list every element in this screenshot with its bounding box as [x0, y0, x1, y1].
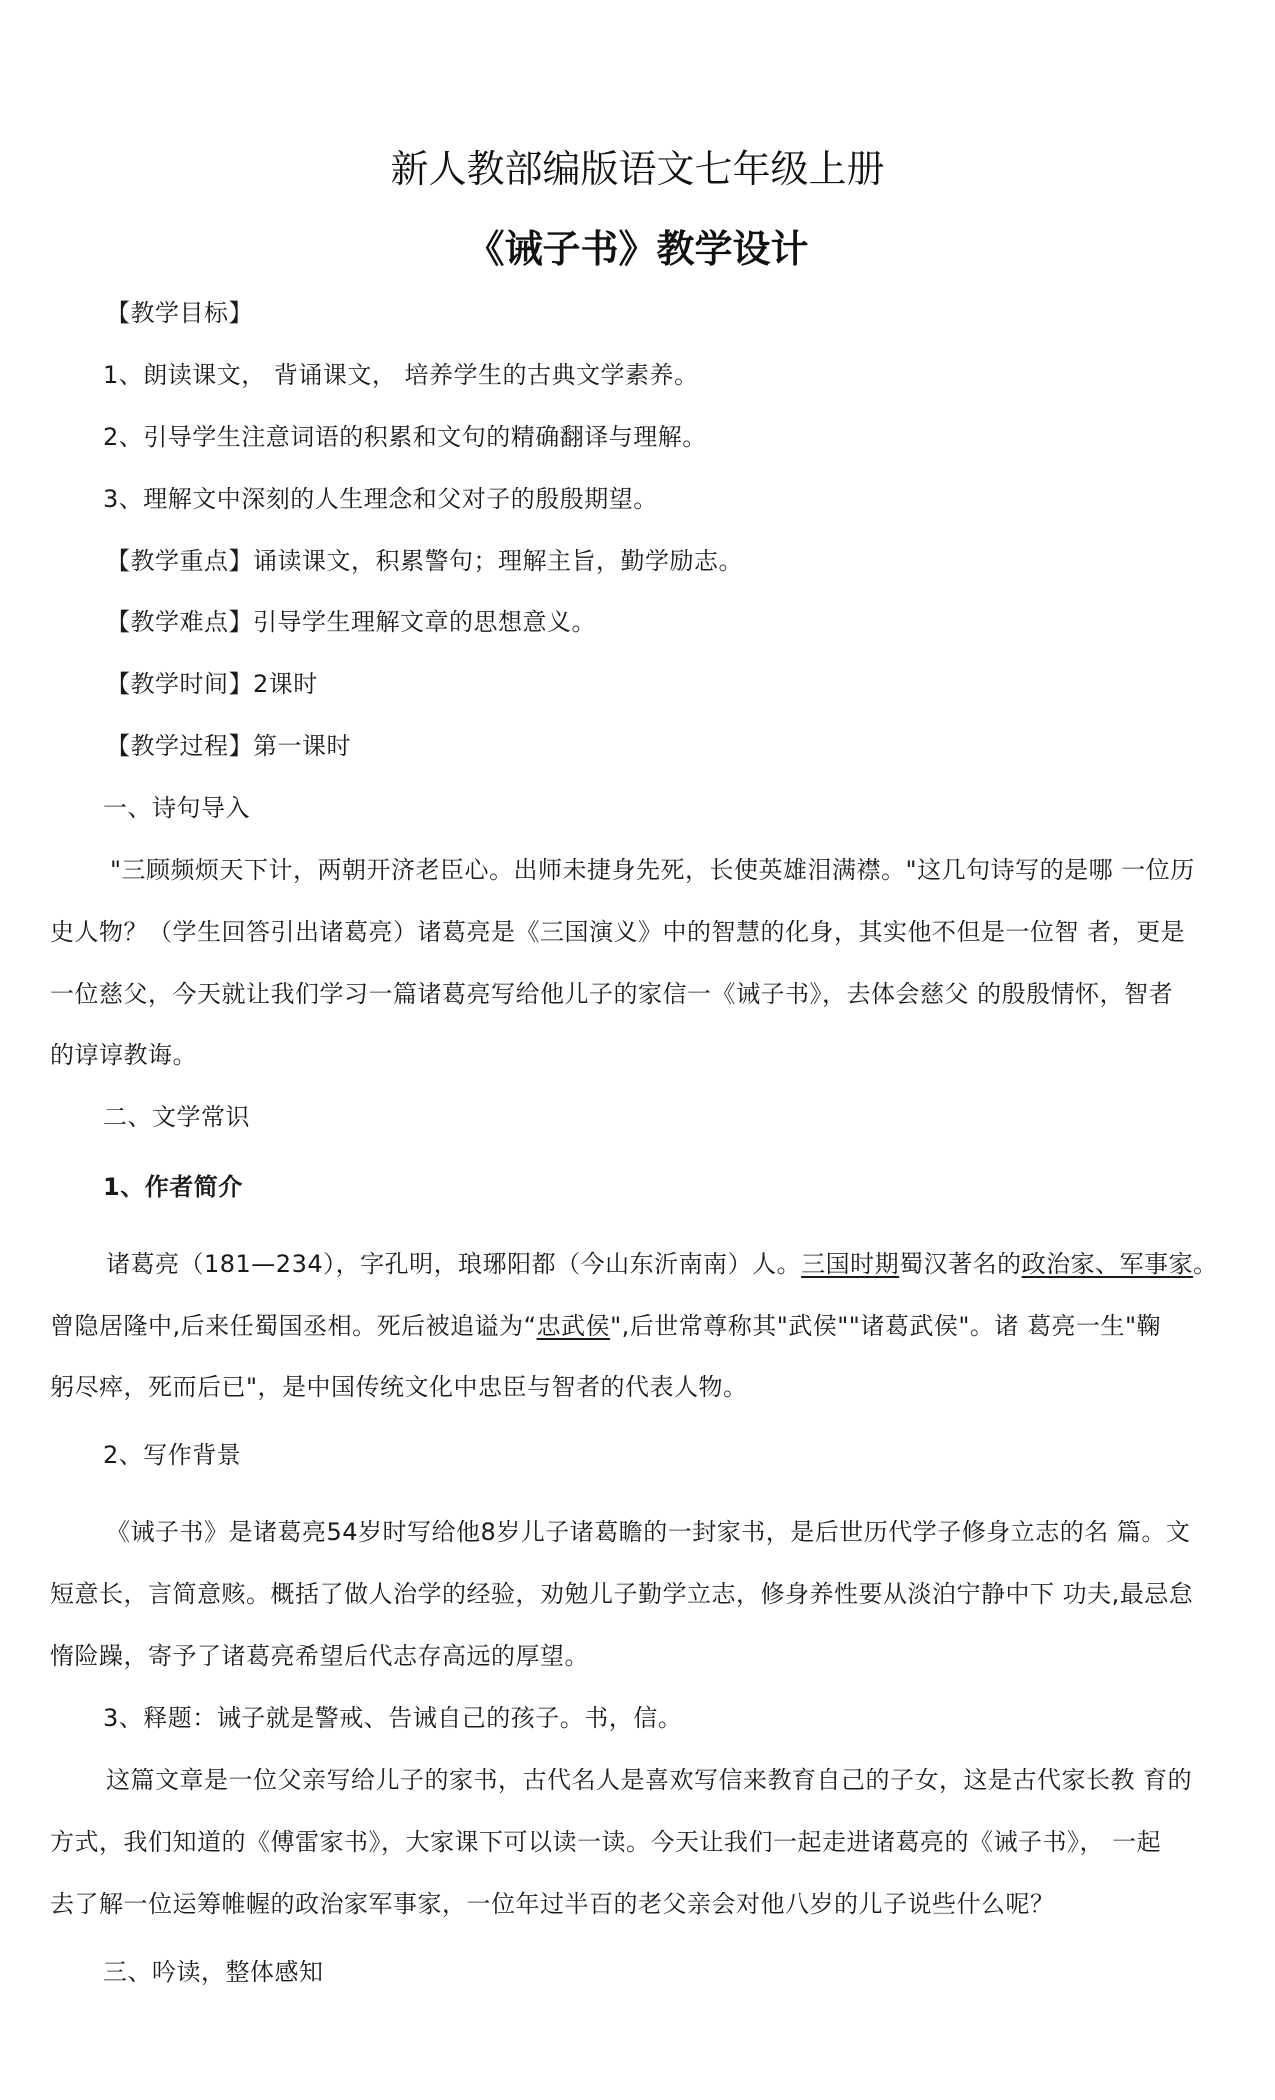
section1-line-4: 的谆谆教诲。	[50, 1041, 197, 1069]
author-line-1-e: 。	[1193, 1250, 1218, 1278]
background-line-1: 《诫子书》是诸葛亮54岁时写给他8岁儿子诸葛瞻的一封家书，是后世历代学子修身立志的名 篇。文	[106, 1518, 1191, 1546]
intro-line-3: 去了解一位运筹帷幄的政治家军事家，一位年过半百的老父亲会对他八岁的儿子说些什么呢？	[50, 1890, 1055, 1918]
section2-heading: 二、文学常识	[103, 1103, 250, 1131]
author-line-1-c: 蜀汉著名的	[899, 1250, 1022, 1278]
author-line-2	[50, 1309, 1161, 1343]
background-heading: 2、写作背景	[103, 1441, 242, 1469]
author-line-1-d: 政治家、军事家	[1021, 1250, 1194, 1278]
teaching-time: 【教学时间】2课时	[106, 670, 318, 698]
objective-item-3: 3、理解文中深刻的人生理念和父对子的殷殷期望。	[103, 485, 658, 513]
key-points: 【教学重点】诵读课文，积累警句；理解主旨，勤学励志。	[106, 547, 743, 575]
section3-heading: 三、吟读，整体感知	[103, 1958, 324, 1986]
intro-line-1: 这篇文章是一位父亲写给儿子的家书，古代名人是喜欢写信来教育自己的子女，这是古代家长教 育的	[106, 1766, 1193, 1794]
background-line-3: 惰险躁，寄予了诸葛亮希望后代志存高远的厚望。	[50, 1642, 589, 1670]
section1-heading: 一、诗句导入	[103, 794, 250, 822]
author-line-1-a: 诸葛亮（181—234），字孔明，琅琊阳都（今山东沂南南）人。	[106, 1250, 802, 1278]
author-line-1	[106, 1247, 1218, 1281]
background-line-2: 短意长，言简意赅。概括了做人治学的经验，劝勉儿子勤学立志，修身养性要从淡泊宁静中下 功夫,最忌怠	[50, 1580, 1194, 1608]
author-line-1-b: 三国时期	[801, 1250, 900, 1278]
author-heading: 1、作者简介	[103, 1173, 243, 1201]
author-line-2-c: ",后世常尊称其"武侯""诸葛武侯"。诸 葛亮一生"鞠	[610, 1312, 1162, 1340]
objectives-heading: 【教学目标】	[106, 299, 253, 327]
section1-line-3: 一位慈父，今天就让我们学习一篇诸葛亮写给他儿子的家信一《诫子书》，去体会慈父 的殷殷情怀，智者	[50, 980, 1174, 1008]
objective-item-2: 2、引导学生注意词语的积累和文句的精确翻译与理解。	[103, 423, 707, 451]
document-title: 新人教部编版语文七年级上册	[390, 147, 885, 191]
teaching-process: 【教学过程】第一课时	[106, 732, 351, 760]
intro-line-2: 方式，我们知道的《傅雷家书》，大家课下可以读一读。今天让我们一起走进诸葛亮的《诫子书》， 一起	[50, 1828, 1162, 1856]
author-line-2-b: 忠武侯	[536, 1312, 611, 1340]
objective-item-1: 1、朗读课文， 背诵课文， 培养学生的古典文学素养。	[103, 361, 699, 389]
title-meaning: 3、释题：诫子就是警戒、告诫自己的孩子。书，信。	[103, 1704, 683, 1732]
section1-line-1: "三顾频烦天下计，两朝开济老臣心。出师未捷身先死，长使英雄泪满襟。"这几句诗写的是哪 一位历	[110, 856, 1195, 884]
document-subtitle: 《诫子书》教学设计	[466, 227, 809, 271]
section1-line-2: 史人物？（学生回答引出诸葛亮）诸葛亮是《三国演义》中的智慧的化身，其实他不但是一位智 者，更是	[50, 918, 1186, 946]
author-line-2-a: 曾隐居隆中,后来任蜀国丞相。死后被追谥为“	[50, 1312, 537, 1340]
difficulties: 【教学难点】引导学生理解文章的思想意义。	[106, 608, 596, 636]
author-line-3: 躬尽瘁，死而后已"，是中国传统文化中忠臣与智者的代表人物。	[50, 1373, 748, 1401]
